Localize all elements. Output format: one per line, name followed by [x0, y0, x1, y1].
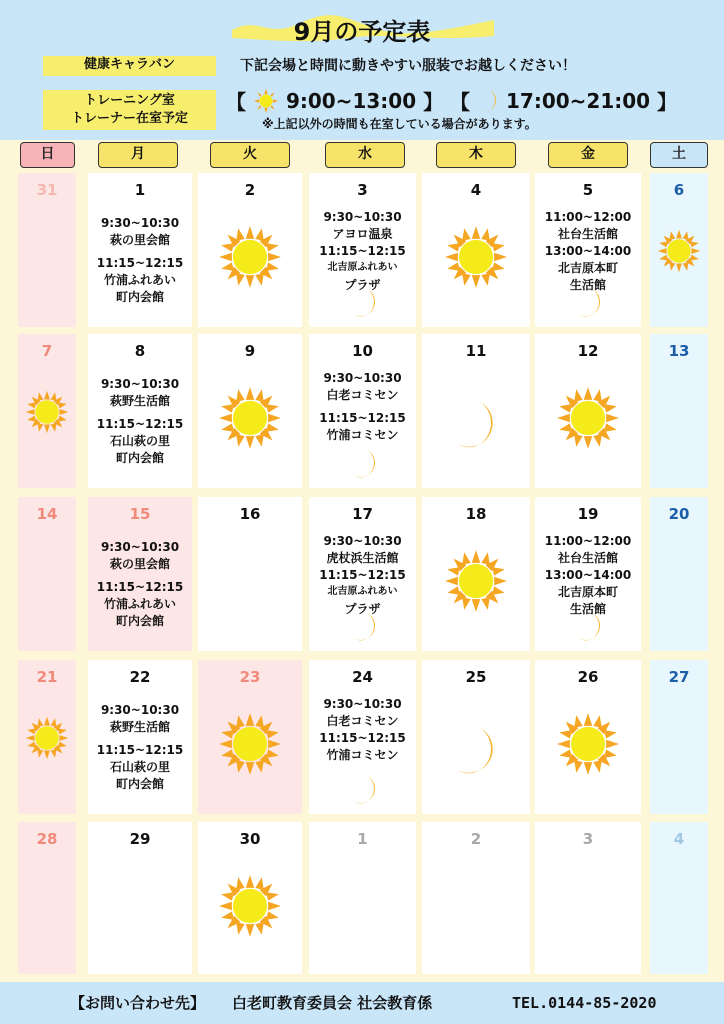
schedule-line: 9:30~10:30: [323, 697, 402, 711]
moon-icon: [353, 611, 377, 643]
moon-icon: [353, 448, 377, 480]
day-cell: [422, 334, 530, 488]
day-cell: [535, 173, 641, 327]
day-cell: [198, 173, 302, 327]
schedule-line: 9:30~10:30: [100, 377, 180, 391]
moon-icon: [578, 287, 602, 319]
schedule-line: 町内会館: [115, 777, 164, 791]
schedule-line: 生活館: [569, 278, 606, 292]
weekday-header: 木: [436, 142, 516, 168]
schedule-line: 11:15~12:15: [96, 417, 184, 431]
moon-icon: [353, 287, 377, 319]
day-cell: [88, 497, 192, 651]
bracket-open-night: 【: [450, 90, 471, 114]
moon-icon: [456, 400, 496, 450]
note-text: ※上記以外の時間も在室している場合があります。: [262, 117, 537, 131]
day-cell: [535, 660, 641, 814]
bracket-close: 】: [423, 90, 444, 114]
day-number: 3: [582, 830, 594, 848]
day-number: 1: [357, 830, 368, 848]
sun-icon: [444, 225, 508, 289]
sun-icon: [218, 386, 282, 450]
day-cell: [198, 822, 302, 974]
day-number: 12: [577, 342, 599, 360]
day-number: 5: [582, 181, 594, 199]
schedule-line: プラザ: [344, 602, 381, 616]
training-room-label: [43, 90, 216, 130]
day-cell: [650, 497, 708, 651]
schedule-line: 竹浦ふれあい: [103, 597, 176, 611]
sun-icon: [556, 712, 620, 776]
schedule-line: 9:30~10:30: [323, 210, 402, 224]
weekday-header: 土: [650, 142, 708, 168]
day-number: 9: [244, 342, 256, 360]
schedule-line: 9:30~10:30: [323, 534, 402, 548]
schedule-line: 町内会館: [115, 290, 164, 304]
day-number: 31: [36, 181, 58, 199]
day-cell: [650, 660, 708, 814]
day-cell: [422, 497, 530, 651]
day-cell: [198, 497, 302, 651]
day-cell: [18, 660, 76, 814]
day-cell: [88, 334, 192, 488]
day-number: 30: [239, 830, 261, 848]
contact-label: 【お問い合わせ先】: [70, 994, 206, 1012]
page-title: 9月の予定表: [293, 18, 431, 46]
schedule-line: 北吉原本町: [557, 585, 618, 599]
schedule-line: 北吉原ふれあい: [327, 586, 398, 597]
sun-icon: [218, 874, 282, 938]
weekday-header: 火: [210, 142, 290, 168]
contact-organization: 白老町教育委員会 社会教育係: [232, 994, 433, 1012]
day-cell: [18, 173, 76, 327]
day-cell: [88, 660, 192, 814]
day-number: 27: [668, 668, 690, 686]
schedule-line: 11:15~12:15: [319, 244, 406, 258]
title-area: [0, 8, 724, 44]
schedule-line: 町内会館: [115, 451, 164, 465]
weekday-header: 日: [20, 142, 75, 168]
sun-icon: [657, 229, 701, 273]
sun-icon: [556, 386, 620, 450]
day-number: 16: [239, 505, 261, 523]
moon-icon: [477, 88, 499, 114]
schedule-line: 13:00~14:00: [544, 244, 632, 258]
schedule-line: 11:15~12:15: [96, 580, 184, 594]
training-room-label-line2: トレーナー在室予定: [70, 111, 188, 126]
day-number: 3: [357, 181, 368, 199]
schedule-line: アヨロ温泉: [332, 227, 393, 241]
schedule-line: 白老コミセン: [326, 714, 399, 728]
day-cell: [535, 497, 641, 651]
schedule-line: 11:15~12:15: [96, 256, 184, 270]
day-cell: [309, 497, 416, 651]
sun-icon: [253, 88, 279, 114]
day-cell: [535, 822, 641, 974]
day-number: 28: [36, 830, 58, 848]
day-number: 2: [470, 830, 482, 848]
moon-icon: [353, 774, 377, 806]
intro-text: 下記会場と時間に動きやすい服装でお越しください！: [240, 58, 576, 74]
day-cell: [309, 660, 416, 814]
day-number: 18: [465, 505, 487, 523]
header-banner: [0, 0, 724, 140]
day-cell: [650, 822, 708, 974]
day-cell: [88, 822, 192, 974]
schedule-line: 11:15~12:15: [319, 731, 406, 745]
bracket-close-night: 】: [657, 90, 678, 114]
moon-icon: [578, 611, 602, 643]
schedule-line: 11:15~12:15: [96, 743, 184, 757]
weekday-header: 金: [548, 142, 628, 168]
day-number: 25: [465, 668, 487, 686]
schedule-line: プラザ: [344, 278, 381, 292]
schedule-line: 北吉原本町: [557, 261, 618, 275]
schedule-line: 竹浦コミセン: [326, 428, 399, 442]
day-number: 23: [239, 668, 261, 686]
trainer-hours: [226, 86, 677, 112]
day-cell: [18, 497, 76, 651]
moon-icon: [456, 726, 496, 776]
schedule-line: 生活館: [569, 602, 606, 616]
day-number: 13: [668, 342, 690, 360]
weekday-header: 月: [98, 142, 178, 168]
schedule-line: 白老コミセン: [326, 388, 399, 402]
day-cell: [198, 334, 302, 488]
day-number: 19: [577, 505, 599, 523]
caravan-label: 健康キャラバン: [43, 56, 216, 76]
day-number: 1: [134, 181, 146, 199]
bracket-open: 【: [226, 90, 246, 114]
day-number: 11: [465, 342, 487, 360]
footer-contact: [0, 982, 724, 1024]
schedule-line: 9:30~10:30: [100, 703, 180, 717]
day-number: 29: [129, 830, 151, 848]
day-cell: [650, 173, 708, 327]
schedule-line: 9:30~10:30: [100, 540, 180, 554]
schedule-line: 萩野生活館: [109, 720, 170, 734]
schedule-line: 13:00~14:00: [544, 568, 632, 582]
schedule-line: 北吉原ふれあい: [327, 262, 398, 273]
sun-icon: [218, 225, 282, 289]
day-cell: [309, 173, 416, 327]
day-number: 7: [41, 342, 53, 360]
schedule-line: 社台生活館: [557, 227, 618, 241]
day-cell: [650, 334, 708, 488]
schedule-line: 萩の里会館: [109, 557, 170, 571]
day-hours: 9:00~13:00: [285, 88, 417, 113]
day-number: 2: [244, 181, 256, 199]
day-number: 10: [352, 342, 373, 360]
night-hours: 17:00~21:00: [505, 88, 651, 113]
day-number: 26: [577, 668, 599, 686]
day-cell: [309, 334, 416, 488]
schedule-line: 虎杖浜生活館: [326, 551, 399, 565]
weekday-header: 水: [325, 142, 405, 168]
day-number: 6: [673, 181, 685, 199]
schedule-line: 社台生活館: [557, 551, 618, 565]
schedule-line: 石山萩の里: [109, 760, 170, 774]
day-cell: [309, 822, 416, 974]
schedule-line: 11:15~12:15: [319, 568, 406, 582]
schedule-line: 町内会館: [115, 614, 164, 628]
schedule-line: 萩野生活館: [109, 394, 170, 408]
schedule-line: 11:00~12:00: [544, 210, 632, 224]
day-number: 14: [36, 505, 58, 523]
day-number: 8: [134, 342, 146, 360]
day-cell: [198, 660, 302, 814]
day-number: 21: [36, 668, 58, 686]
schedule-line: 9:30~10:30: [100, 216, 180, 230]
schedule-line: 11:00~12:00: [544, 534, 632, 548]
schedule-line: 11:15~12:15: [319, 411, 406, 425]
sun-icon: [25, 716, 69, 760]
day-number: 4: [673, 830, 685, 848]
day-number: 20: [668, 505, 690, 523]
sun-icon: [25, 390, 69, 434]
day-cell: [18, 822, 76, 974]
sun-icon: [444, 549, 508, 613]
day-number: 24: [352, 668, 373, 686]
day-cell: [422, 822, 530, 974]
schedule-line: 9:30~10:30: [323, 371, 402, 385]
day-number: 17: [352, 505, 373, 523]
day-cell: [422, 173, 530, 327]
contact-phone: TEL.0144-85-2020: [512, 994, 657, 1012]
schedule-line: 萩の里会館: [109, 233, 170, 247]
day-cell: [18, 334, 76, 488]
day-cell: [88, 173, 192, 327]
sun-icon: [218, 712, 282, 776]
day-number: 22: [129, 668, 151, 686]
schedule-line: 石山萩の里: [109, 434, 170, 448]
day-cell: [422, 660, 530, 814]
schedule-line: 竹浦コミセン: [326, 748, 399, 762]
training-room-label-line1: トレーニング室: [84, 93, 175, 108]
schedule-line: 竹浦ふれあい: [103, 273, 176, 287]
day-number: 15: [129, 505, 151, 523]
day-number: 4: [470, 181, 482, 199]
day-cell: [535, 334, 641, 488]
